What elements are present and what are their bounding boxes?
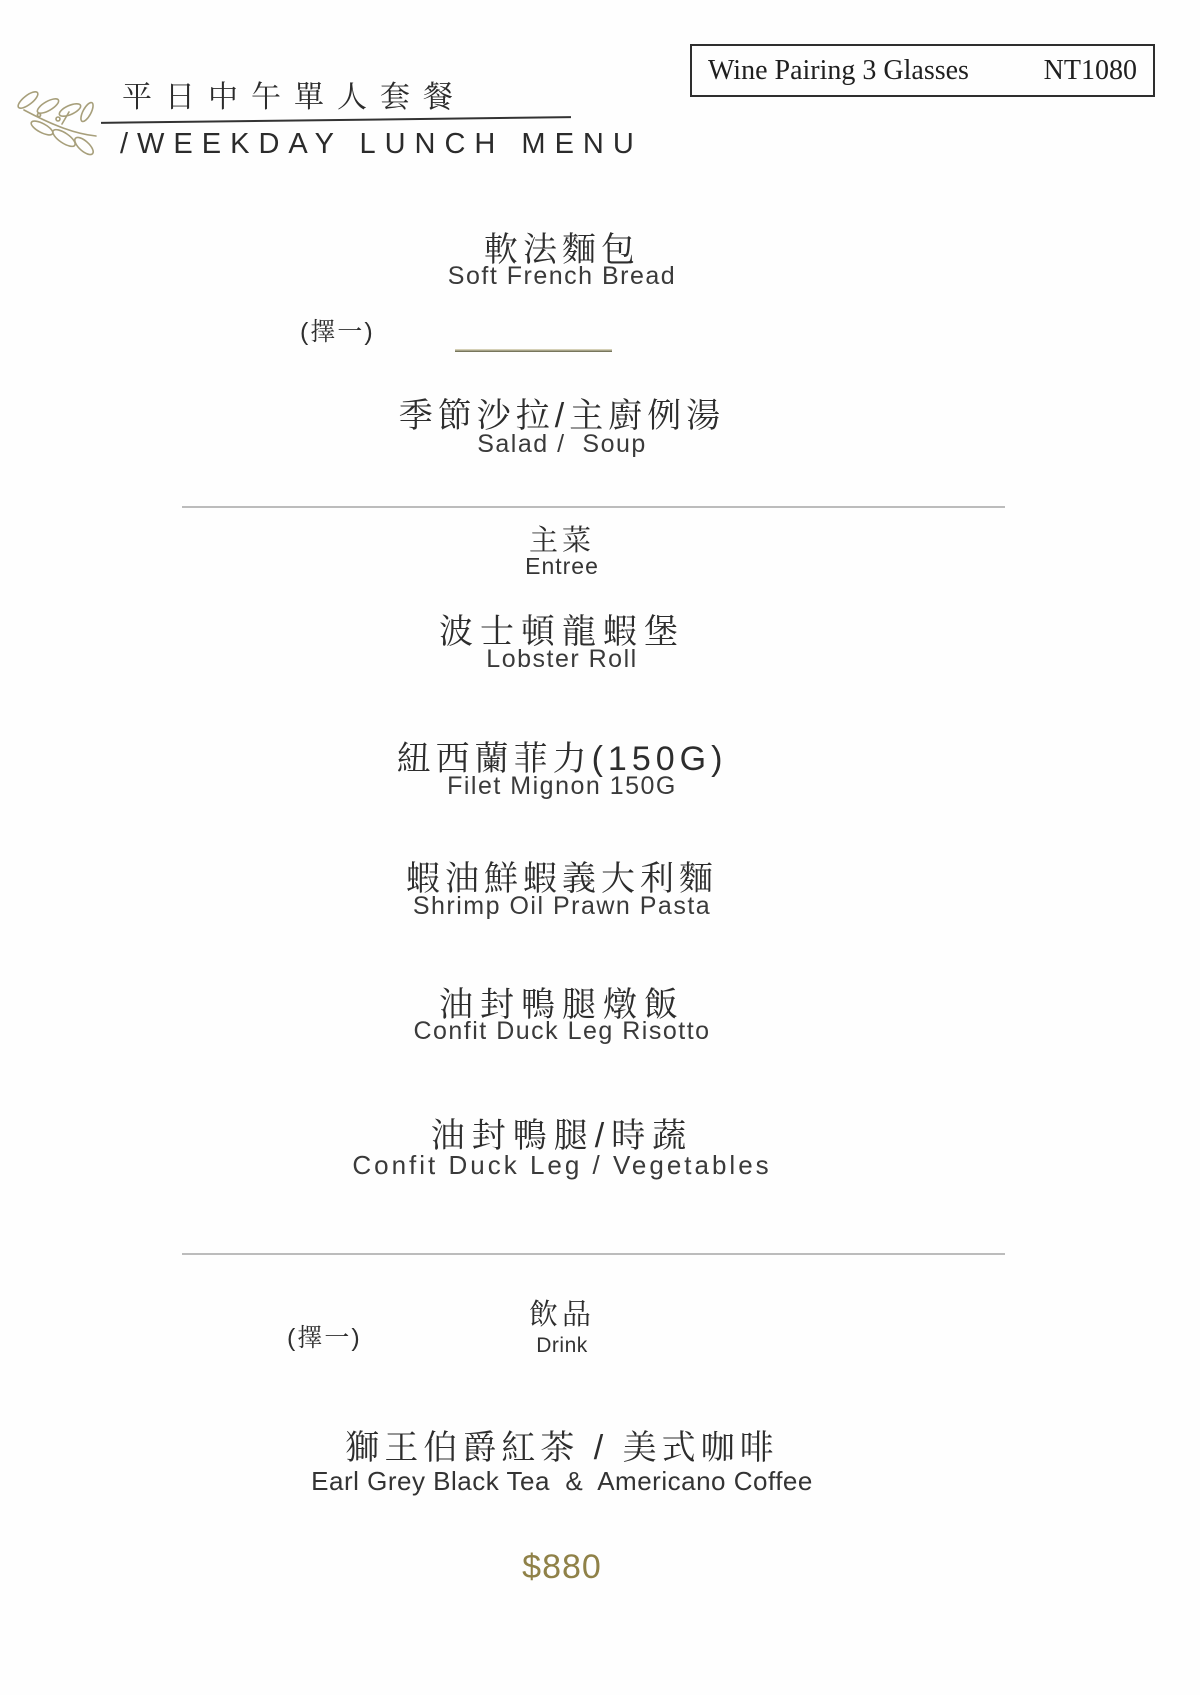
wine-pairing-price: NT1080 — [1043, 54, 1137, 86]
dish-salad-en: Salad / Soup — [477, 430, 647, 458]
choose-one-label-starter: (擇一) — [300, 318, 375, 346]
menu-title-en: /WEEKDAY LUNCH MENU — [120, 128, 643, 160]
dish-filet-mignon-en: Filet Mignon 150G — [447, 772, 677, 800]
drink-item-zh: 獅王伯爵紅茶 / 美式咖啡 — [345, 1429, 779, 1467]
section-divider-drink — [182, 1253, 1005, 1255]
drink-item-en: Earl Grey Black Tea & Americano Coffee — [311, 1466, 813, 1496]
entree-section-title-en: Entree — [525, 553, 599, 579]
olive-branch-icon — [14, 86, 98, 160]
menu-title-zh: 平日中午單人套餐 — [122, 81, 466, 114]
dish-prawn-pasta-zh: 蝦油鮮蝦義大利麵 — [406, 860, 718, 898]
choose-one-label-drink: (擇一) — [287, 1324, 362, 1352]
dish-lobster-roll-en: Lobster Roll — [486, 645, 638, 673]
section-divider-entree — [182, 506, 1005, 508]
entree-section-title-zh: 主菜 — [528, 525, 596, 557]
dish-prawn-pasta-en: Shrimp Oil Prawn Pasta — [412, 892, 712, 920]
dish-bread-en: Soft French Bread — [447, 262, 677, 290]
dish-salad-zh: 季節沙拉/主廚例湯 — [398, 397, 726, 435]
set-price: $880 — [522, 1548, 602, 1586]
title-underline — [101, 116, 571, 124]
dish-duck-vegetables-zh: 油封鴨腿/時蔬 — [430, 1117, 694, 1155]
drink-section-title-en: Drink — [536, 1334, 588, 1357]
dish-duck-vegetables-en: Confit Duck Leg / Vegetables — [352, 1150, 772, 1180]
drink-section-title-zh: 飲品 — [528, 1299, 596, 1331]
dish-filet-mignon-zh: 紐西蘭菲力(150G) — [396, 740, 728, 778]
dish-duck-risotto-zh: 油封鴨腿燉飯 — [439, 986, 685, 1024]
wine-pairing-box — [690, 44, 1155, 97]
dish-duck-risotto-en: Confit Duck Leg Risotto — [413, 1017, 711, 1045]
wine-pairing-label: Wine Pairing 3 Glasses — [708, 54, 969, 86]
dish-bread-zh: 軟法麵包 — [484, 231, 640, 269]
gold-separator-rule — [455, 349, 612, 352]
dish-lobster-roll-zh: 波士頓龍蝦堡 — [439, 613, 685, 651]
